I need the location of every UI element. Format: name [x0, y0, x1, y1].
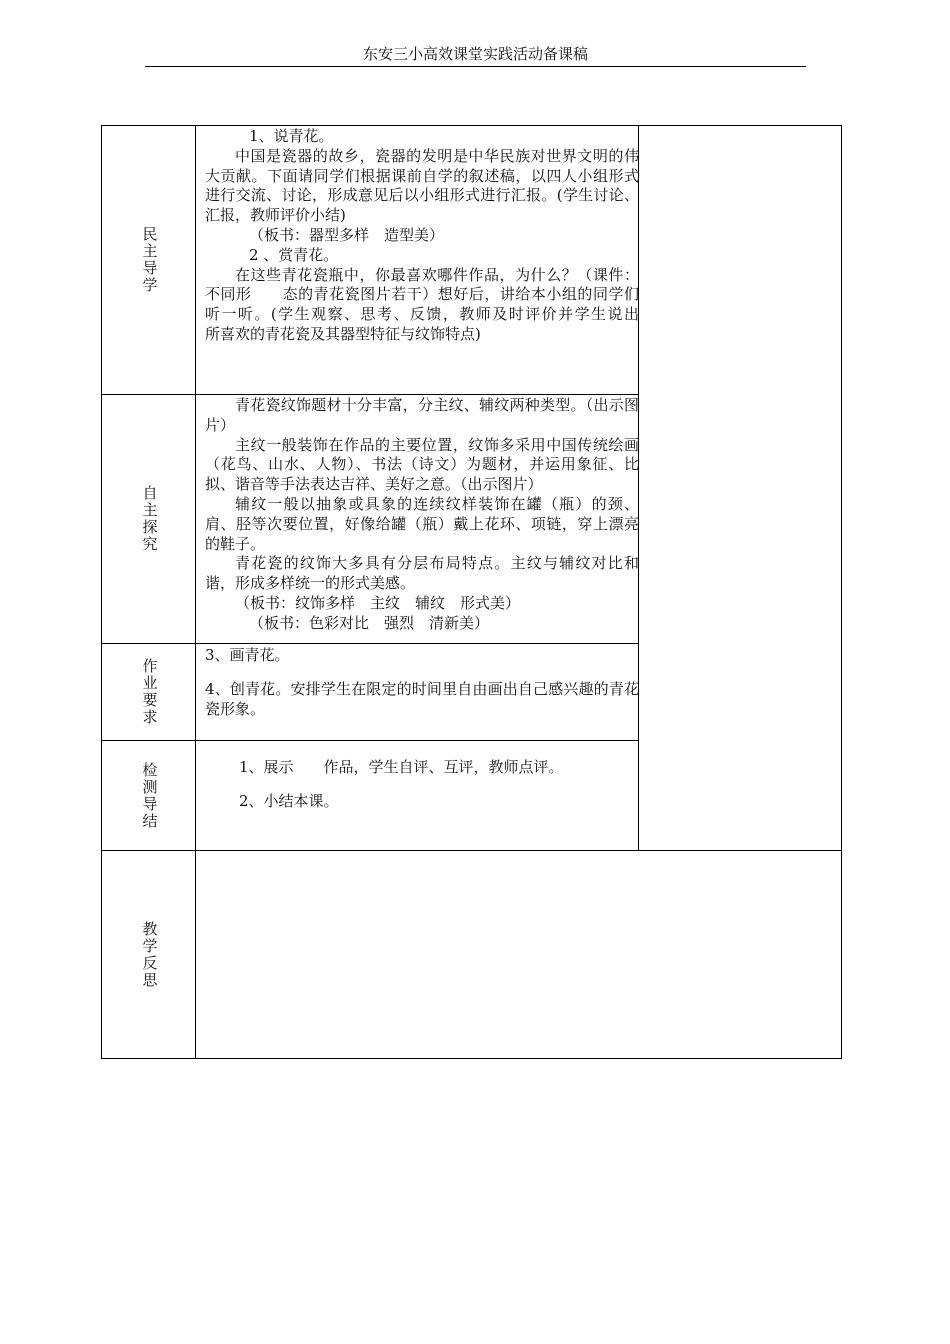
- row-content-zuoye: [205, 646, 639, 739]
- paragraph: 2、小结本课。: [239, 791, 339, 810]
- paragraph: 在这些青花瓷瓶中，你最喜欢哪件作品，为什么？（课件：不同形 态的青花瓷图片若干）想好后，讲给本小组的同学们听一听。(学生观察、思考、反馈，教师及时评价并学生说出 所喜欢的青花瓷及其器型特征与纹饰特点): [205, 265, 670, 343]
- row-label-fansi: [102, 851, 196, 1058]
- row-label-text: 教学反思: [140, 920, 159, 989]
- paragraph: 1、说青花。: [249, 127, 334, 145]
- row-content-minzhu: [205, 127, 670, 393]
- paragraph: 3、画青花。: [205, 646, 290, 664]
- row-divider-4: [102, 850, 841, 851]
- paragraph: 中国是瓷器的故乡，瓷器的发明是中华民族对世界文明的伟大贡献。下面请同学们根据课前自学的叙述稿，以四人小组形式进行交流、讨论，形成意见后以小组形式进行汇报。(学生讨论、汇报，教师评价小结): [205, 146, 639, 225]
- paragraph: 2 、赏青花。: [249, 245, 339, 264]
- paragraph: 4、创青花。安排学生在限定的时间里自由画出自己感兴趣的青花瓷形象。: [205, 679, 639, 718]
- row-content-jiance: [205, 758, 639, 848]
- paragraph: 主纹一般装饰在作品的主要位置，纹饰多采用中国传统绘画（花鸟、山水、人物）、书法（诗文）为题材，并运用象征、比拟、谐音等手法表达吉祥、美好之意。（出示图片）: [205, 435, 639, 494]
- paragraph: 1、展示 作品，学生自评、互评，教师点评。: [239, 758, 564, 776]
- row-label-zuoye: [102, 644, 196, 740]
- row-label-text: 自主探究: [140, 485, 159, 553]
- paragraph: 青花瓷的纹饰大多具有分层布局特点。主纹与辅纹对比和谐，形成多样统一的形式美感。: [205, 554, 639, 593]
- row-content-zizhu: [205, 396, 639, 642]
- row-label-zizhu: [102, 395, 196, 643]
- paragraph: 青花瓷纹饰题材十分丰富，分主纹、辅纹两种类型。（出示图片）: [205, 396, 639, 434]
- paragraph: （板书：纹饰多样 主纹 辅纹 形式美）: [235, 593, 521, 612]
- row-label-jiance: [102, 741, 196, 850]
- row-label-text: 作业要求: [140, 658, 159, 726]
- paragraph: 辅纹一般以抽象或具象的连续纹样装饰在罐（瓶）的颈、肩、胫等次要位置，好像给罐（瓶）戴上花环、项链，穿上漂亮的鞋子。: [205, 494, 639, 553]
- row-label-minzhu: [102, 126, 196, 394]
- lesson-plan-table: [101, 125, 842, 1059]
- row-label-text: 民主导学: [140, 226, 159, 294]
- header-rule: [145, 66, 806, 67]
- page-header-title: 东安三小高效课堂实践活动备课稿: [362, 45, 588, 63]
- paragraph: （板书：色彩对比 强烈 清新美）: [249, 613, 490, 632]
- paragraph: （板书：器型多样 造型美）: [249, 225, 445, 244]
- row-label-text: 检测导结: [140, 761, 159, 830]
